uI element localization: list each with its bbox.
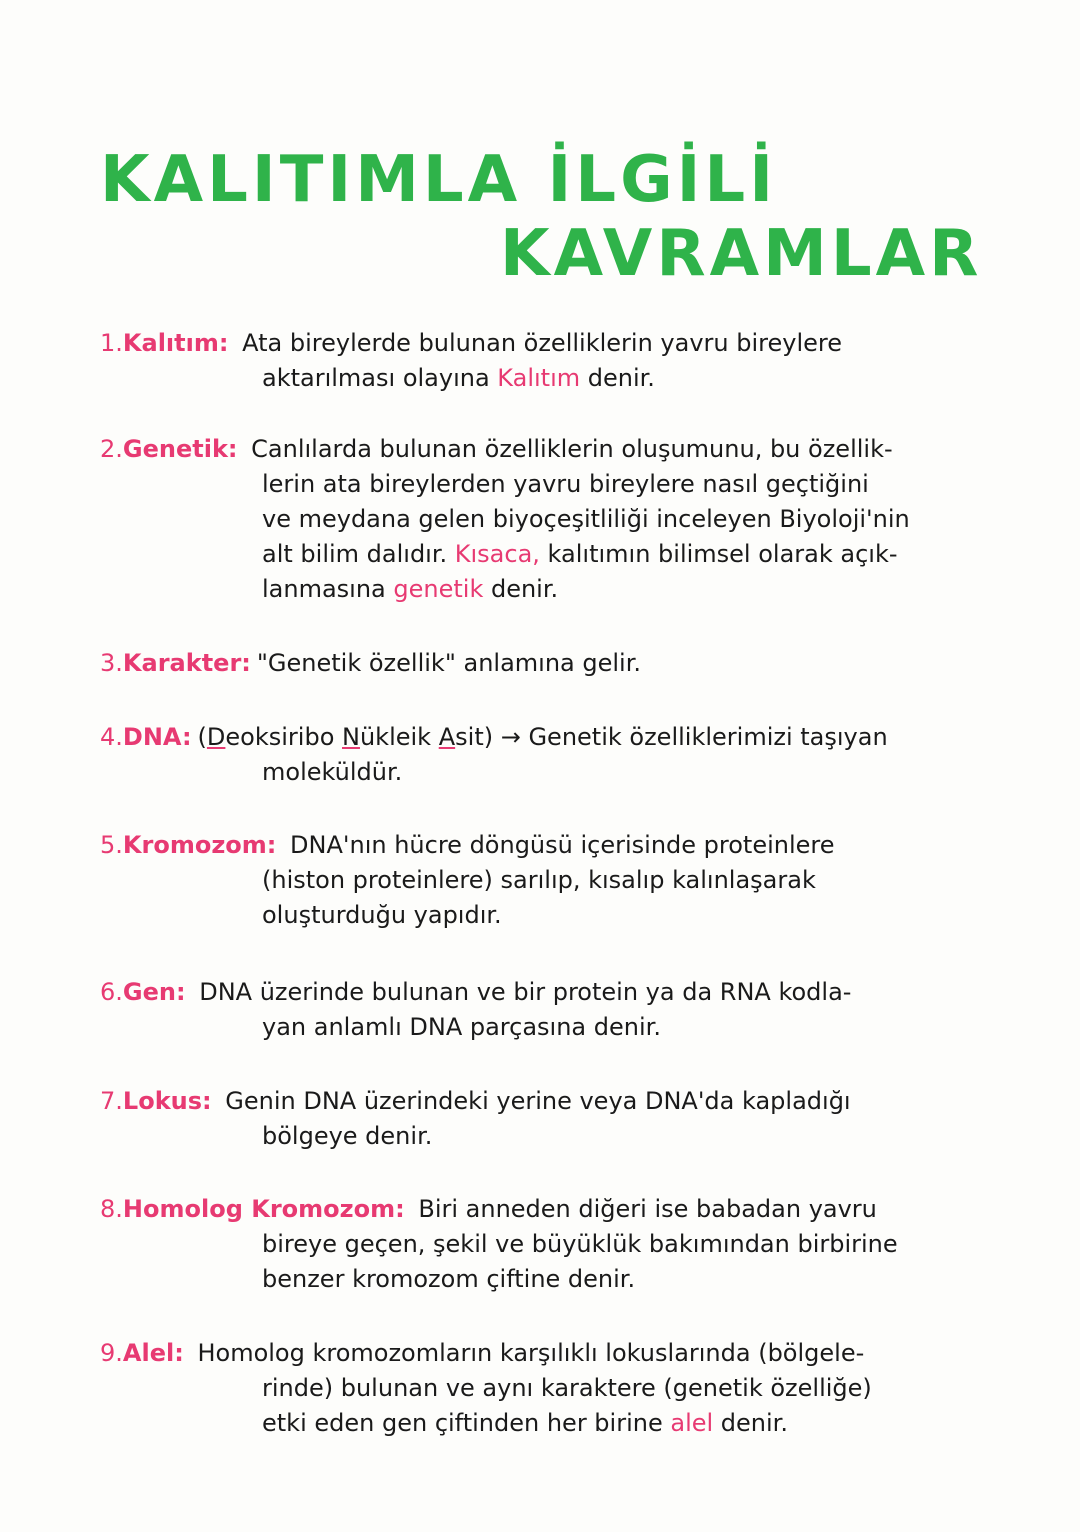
entry-text: DNA üzerinde bulunan ve bir protein ya da RNA kodla- [199, 978, 852, 1006]
entry-number: 9. [100, 1339, 123, 1367]
entry-text-continued: lanmasına genetik denir. [262, 575, 559, 603]
entry-text-continued: yan anlamlı DNA parçasına denir. [262, 1013, 661, 1041]
entry-text-continued: (histon proteinlere) sarılıp, kısalıp kalınlaşarak [262, 866, 816, 894]
underlined-letter: A [438, 723, 456, 751]
entry-text-continued: aktarılması olayına Kalıtım denir. [262, 364, 655, 392]
entry-gen [100, 975, 1040, 1045]
entry-text-continued: alt bilim dalıdır. Kısaca, kalıtımın bilimsel olarak açık- [262, 540, 898, 568]
highlight-term: genetik [393, 575, 484, 603]
entry-term: Genetik [122, 435, 228, 463]
highlight-term: Kalıtım [497, 364, 581, 392]
entry-text: Genin DNA üzerindeki yerine veya DNA'da kapladığı [225, 1087, 851, 1115]
entry-term: Lokus [122, 1087, 203, 1115]
colon: : [174, 1339, 184, 1367]
entry-dna: 4.DNA: (Deoksiribo Nükleik Asit) → Genetik özelliklerimizi taşıyan moleküldür. [100, 720, 1040, 790]
entry-text-continued: etki eden gen çiftinden her birine alel denir. [262, 1409, 788, 1437]
entry-term: Alel [122, 1339, 175, 1367]
entry-kromozom [100, 828, 1040, 933]
entry-number: 1. [100, 329, 123, 357]
entry-text-continued: oluşturduğu yapıdır. [262, 901, 502, 929]
title-line-1: KALITIMLA İLGİLİ [100, 143, 777, 217]
colon: : [395, 1195, 405, 1223]
entry-text: Ata bireylerde bulunan özelliklerin yavru bireylere [242, 329, 842, 357]
entry-term: Homolog Kromozom [122, 1195, 396, 1223]
colon: : [181, 723, 192, 751]
title-line-2: KAVRAMLAR [500, 217, 983, 291]
entry-term: Kalıtım [122, 329, 219, 357]
entry-number: 6. [100, 978, 123, 1006]
entry-text-continued: rinde) bulunan ve aynı karaktere (genetik özelliğe) [262, 1374, 872, 1402]
entry-term: Kromozom [122, 831, 267, 859]
entry-kalitim [100, 326, 1040, 396]
highlight-term: alel [670, 1409, 714, 1437]
entry-term: DNA [122, 723, 182, 751]
entry-term: Gen [122, 978, 176, 1006]
entry-number: 7. [100, 1087, 123, 1115]
entry-text-continued: bireye geçen, şekil ve büyüklük bakımından birbirine [262, 1230, 898, 1258]
entry-number: 4. [100, 723, 123, 751]
underlined-letter: D [206, 723, 226, 751]
entry-number: 5. [100, 831, 123, 859]
entry-alel [100, 1336, 1040, 1441]
entry-text-continued: benzer kromozom çiftine denir. [262, 1265, 636, 1293]
entry-genetik [100, 432, 1040, 607]
entry-homolog-kromozom [100, 1192, 1040, 1297]
colon: : [218, 329, 229, 357]
highlight-term: Kısaca, [454, 540, 540, 568]
entry-text: Homolog kromozomların karşılıklı lokuslarında (bölgele- [197, 1339, 865, 1367]
entry-text: "Genetik özellik" anlamına gelir. [256, 649, 642, 677]
entry-text: Biri anneden diğeri ise babadan yavru [418, 1195, 877, 1223]
entry-text-continued: moleküldür. [262, 758, 403, 786]
colon: : [175, 978, 186, 1006]
entry-text-continued: bölgeye denir. [262, 1122, 433, 1150]
entry-number: 3. [100, 649, 123, 677]
entry-text-continued: lerin ata bireylerden yavru bireylere nasıl geçtiğini [262, 470, 869, 498]
entry-number: 8. [100, 1195, 123, 1223]
colon: : [241, 649, 251, 677]
entry-karakter [100, 646, 1040, 681]
entry-text: DNA'nın hücre döngüsü içerisinde proteinlere [290, 831, 835, 859]
underlined-letter: N [342, 723, 360, 751]
colon: : [202, 1087, 212, 1115]
entry-term: Karakter [122, 649, 242, 677]
colon: : [266, 831, 277, 859]
entry-lokus [100, 1084, 1040, 1154]
entry-text-continued: ve meydana gelen biyoçeşitliliği inceleyen Biyoloji'nin [262, 505, 910, 533]
colon: : [227, 435, 238, 463]
entry-text: Canlılarda bulunan özelliklerin oluşumunu, bu özellik- [251, 435, 893, 463]
entry-number: 2. [100, 435, 123, 463]
